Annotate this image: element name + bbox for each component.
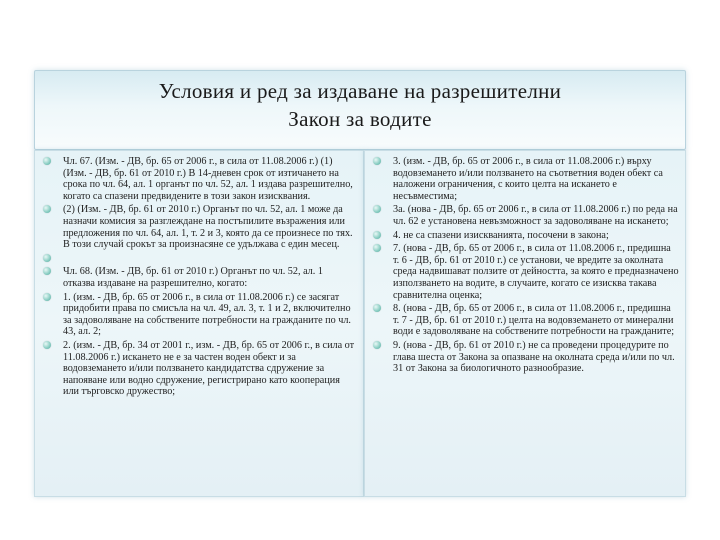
left-content-panel: [34, 150, 364, 497]
right-content-panel: [364, 150, 686, 497]
slide-title: Условия и ред за издаване на разрешителни: [158, 79, 562, 103]
list-item: 4. не са спазени изискванията, посочени в закона;: [373, 230, 679, 242]
list-item: 3а. (нова - ДВ, бр. 65 от 2006 г., в сила от 11.08.2006 г.) по реда на чл. 62 е установена невъзможност за задоволяване на искането;: [373, 204, 679, 227]
list-item: 3. (изм. - ДВ, бр. 65 от 2006 г., в сила от 11.08.2006 г.) върху водовземането и/или ползването на съответния воден обект са наложени ограничения, с които целта на искането е несъвместима;: [373, 156, 679, 202]
list-item: (2) (Изм. - ДВ, бр. 61 от 2010 г.) Органът по чл. 52, ал. 1 може да назначи комисия за разглеждане на постъпилите възражения или предложения по чл. 64, ал. 1, т. 2 и 3, която да се произнесе по тях. В този случай срокът за произнасяне се удължава с един месец.: [43, 204, 357, 250]
bullet-icon: [43, 341, 51, 349]
list-item: [43, 253, 357, 265]
bullet-icon: [43, 293, 51, 301]
list-item: 8. (нова - ДВ, бр. 65 от 2006 г., в сила от 11.08.2006 г., предишна т. 7 - ДВ, бр. 61 от 2010 г.) целта на водовземането от минерални води е задоволяване на собствените потребности на гражданите;: [373, 303, 679, 338]
list-item: 1. (изм. - ДВ, бр. 65 от 2006 г., в сила от 11.08.2006 г.) се засягат придобити права по смисъла на чл. 49, ал. 3, т. 1 и 2, включително за задоволяване на собствените потребности на гражданите по чл. 43, ал. 2;: [43, 292, 357, 338]
list-item: Чл. 67. (Изм. - ДВ, бр. 65 от 2006 г., в сила от 11.08.2006 г.) (1) (Изм. - ДВ, бр. 61 от 2010 г.) В 14-дневен срок от изтичането на срока по чл. 64, ал. 1 органът по чл. 52, ал. 1 издава разрешително, когато са спазени предвидените в този закон изисквания.: [43, 156, 357, 202]
bullet-icon: [373, 205, 381, 213]
left-bullet-list: [43, 156, 357, 400]
list-item: 7. (нова - ДВ, бр. 65 от 2006 г., в сила от 11.08.2006 г., предишна т. 6 - ДВ, бр. 61 от 2010 г.) се установи, че вредите за околната среда надвишават ползите от дейността, за която е предназначено използването на водите, в случаите, когато се изисква такава сравнителна оценка;: [373, 243, 679, 301]
slide-subtitle: Закон за водите: [288, 107, 432, 131]
bullet-icon: [373, 244, 381, 252]
bullet-icon: [43, 254, 51, 262]
bullet-icon: [43, 267, 51, 275]
bullet-icon: [43, 157, 51, 165]
bullet-icon: [43, 205, 51, 213]
list-item: 2. (изм. - ДВ, бр. 34 от 2001 г., изм. - ДВ, бр. 65 от 2006 г., в сила от 11.08.2006 г.) искането не е за частен воден обект и за водовземането и/или ползването кандидатства сдружение за напояване или водно сдружение, регистрирано като кооперация или търговско дружество;: [43, 340, 357, 398]
title-box: [34, 70, 686, 150]
bullet-icon: [373, 231, 381, 239]
list-item: Чл. 68. (Изм. - ДВ, бр. 61 от 2010 г.) Органът по чл. 52, ал. 1 отказва издаване на разрешително, когато:: [43, 266, 357, 289]
bullet-icon: [373, 341, 381, 349]
list-item: 9. (нова - ДВ, бр. 61 от 2010 г.) не са проведени процедурите по глава шеста от Закона за опазване на околната среда и/или по чл. 31 от Закона за биологичното разнообразие.: [373, 340, 679, 375]
right-bullet-list: [373, 156, 679, 377]
bullet-icon: [373, 157, 381, 165]
bullet-icon: [373, 304, 381, 312]
